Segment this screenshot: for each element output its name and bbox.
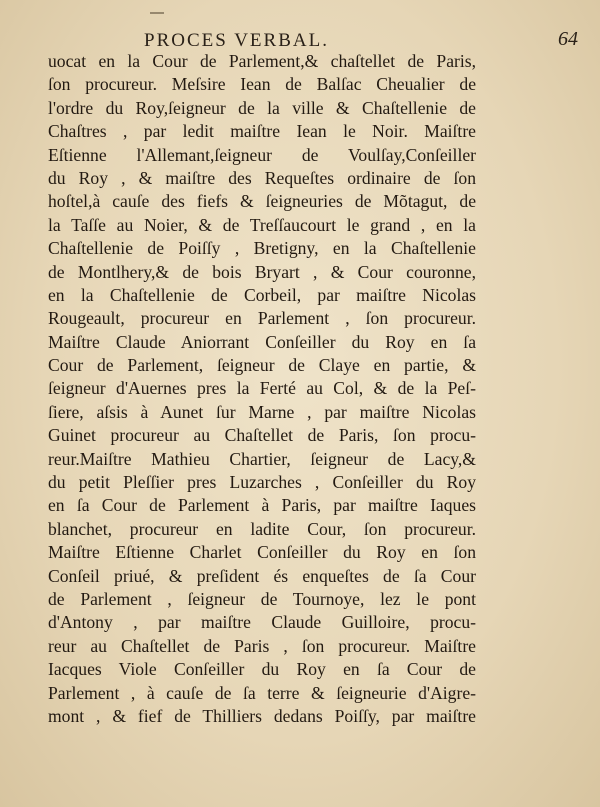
text-line: Iacques Viole Conſeiller du Roy en ſa Cour de xyxy=(48,659,476,680)
text-line: Parlement , à cauſe de ſa terre & ſeigneurie d'Aigre- xyxy=(48,682,476,703)
text-line: du petit Pleſſier pres Luzarches , Conſeiller du Roy xyxy=(48,472,476,493)
text-line: de Montlhery,& de bois Bryart , & Cour couronne, xyxy=(48,261,476,282)
text-line: uocat en la Cour de Parlement,& chaſtellet de Paris, xyxy=(48,51,476,71)
text-line: Cour de Parlement, ſeigneur de Claye en partie, & xyxy=(48,355,476,376)
text-line: mont , & fief de Thilliers dedans Poiſſy, par maiſtre xyxy=(48,705,476,726)
text-line: en la Chaſtellenie de Corbeil, par maiſtre Nicolas xyxy=(48,284,476,305)
text-line: Rougeault, procureur en Parlement , ſon procureur. xyxy=(48,308,476,329)
text-line: la Taſſe au Noier, & de Treſſaucourt le grand , en la xyxy=(48,214,476,235)
text-line: d'Antony , par maiſtre Claude Guilloire, procu- xyxy=(48,612,476,633)
text-line: Eſtienne l'Allemant,ſeigneur de Voulſay,Conſeiller xyxy=(48,144,476,165)
text-line: blanchet, procureur en ladite Cour, ſon procureur. xyxy=(48,518,476,539)
body-text xyxy=(48,50,476,728)
text-line: du Roy , & maiſtre des Requeſtes ordinaire de ſon xyxy=(48,167,476,188)
text-line: ſiere, aſsis à Aunet ſur Marne , par maiſtre Nicolas xyxy=(48,401,476,422)
text-line: l'ordre du Roy,ſeigneur de la ville & Chaſtellenie de xyxy=(48,97,476,118)
ink-mark xyxy=(150,12,164,14)
text-line: Maiſtre Eſtienne Charlet Conſeiller du Roy en ſon xyxy=(48,542,476,563)
text-line: reur au Chaſtellet de Paris , ſon procureur. Maiſtre xyxy=(48,635,476,656)
text-line: ſeigneur d'Auernes pres la Ferté au Col, & de la Peſ- xyxy=(48,378,476,399)
text-line: hoſtel,à cauſe des fiefs & ſeigneuries de Mõtagut, de xyxy=(48,191,476,212)
text-line: Chaſtellenie de Poiſſy , Bretigny, en la Chaſtellenie xyxy=(48,238,476,259)
text-line: Maiſtre Claude Aniorrant Conſeiller du Roy en ſa xyxy=(48,331,476,352)
text-line: Guinet procureur au Chaſtellet de Paris, ſon procu- xyxy=(48,425,476,446)
text-line: reur.Maiſtre Mathieu Chartier, ſeigneur de Lacy,& xyxy=(48,448,476,469)
text-line: Chaſtres , par ledit maiſtre Iean le Noir. Maiſtre xyxy=(48,121,476,142)
page-number: 64 xyxy=(558,28,578,50)
header-title: PROCES VERBAL. xyxy=(144,30,329,51)
text-line: ſon procureur. Meſsire Iean de Balſac Cheualier de xyxy=(48,74,476,95)
text-line: de Parlement , ſeigneur de Tournoye, lez le pont xyxy=(48,588,476,609)
text-line: Conſeil priué, & preſident és enqueſtes de ſa Cour xyxy=(48,565,476,586)
text-line: en ſa Cour de Parlement à Paris, par maiſtre Iaques xyxy=(48,495,476,516)
